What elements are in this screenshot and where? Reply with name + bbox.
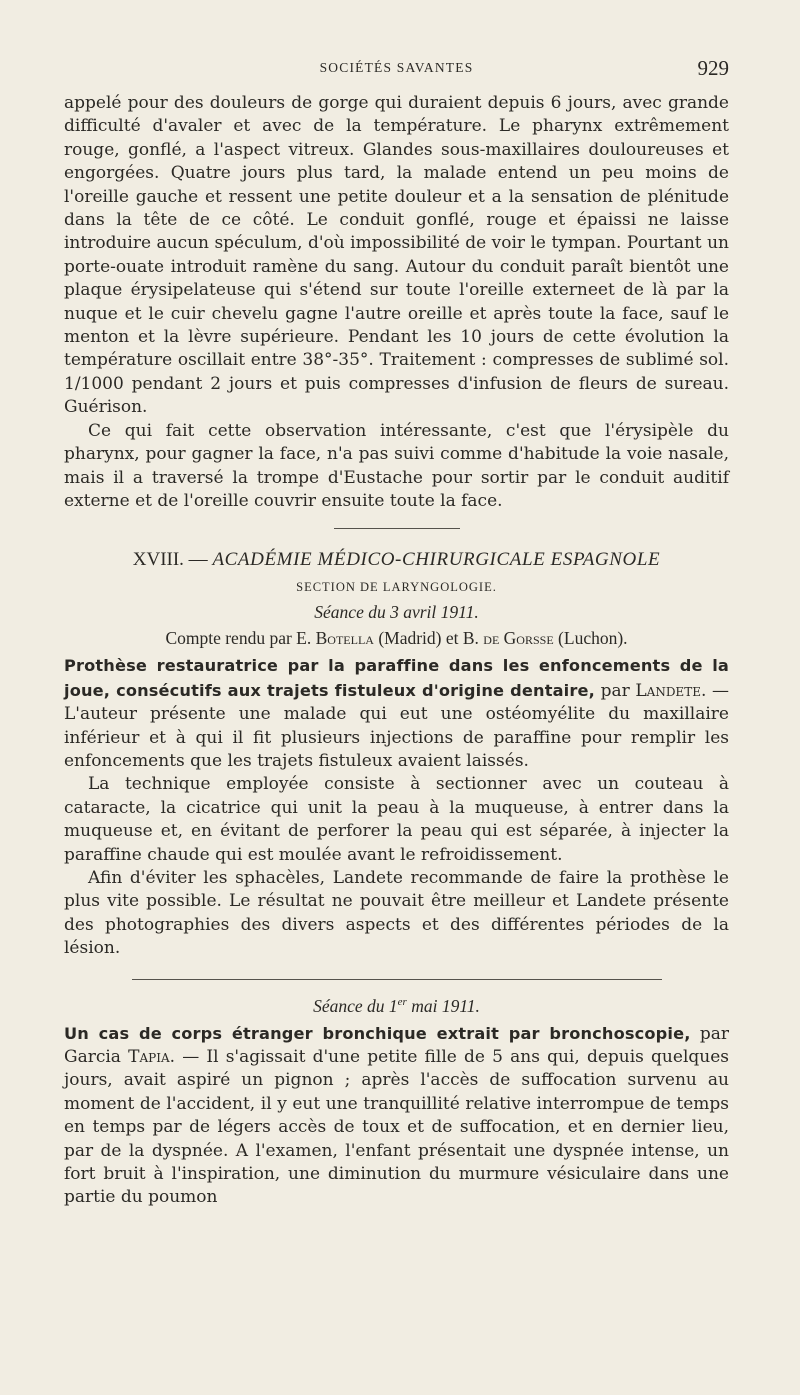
- report-prefix: Compte rendu par E.: [165, 628, 316, 649]
- running-title: SOCIÉTÉS SAVANTES: [319, 60, 474, 75]
- page-number: 929: [697, 56, 729, 80]
- section-number: XVIII. —: [132, 549, 213, 571]
- report-suffix: (Luchon).: [553, 628, 628, 649]
- report-particle: de: [483, 628, 500, 649]
- article-1-intro: [64, 654, 729, 773]
- paragraph-case-report: appelé pour des douleurs de gorge qui duraient depuis 6 jours, avec grande difficulté d'avaler et avec de la température. Le pharynx extrêmement rouge, gonflé, a l'aspect vitreux. Glandes sous-maxillaires douloureuses et engorgées. Quatre jours plus tard, la malade entend un peu moins de l'oreille gauche et ressent une petite douleur et a la sensation de plénitude dans la tête de ce côté. Le conduit gonflé, rouge et épaissi ne laisse introduire aucun spéculum, d'où impossibilité de voir le tympan. Pourtant un porte-ouate introduit ramène du sang. Autour du conduit paraît bientôt une plaque érysipelateuse qui s'étend sur toute l'oreille externeet de là par la nuque et le cuir chevelu gagne l'autre oreille et après toute la face, sauf le menton et la lèvre supérieure. Pendant les 10 jours de cette évolution la température oscillait entre 38°-35°. Traitement : compresses de sublimé sol. 1/1000 pendant 2 jours et puis compresses d'infusion de fleurs de sureau. Guérison.: [64, 93, 729, 418]
- article-1-text: . — L'auteur présente une malade qui eut une ostéomyélite du maxillaire inférieur et à qui il fit plusieurs injections de paraffine pour remplir les enfoncements que les trajets fistuleux avaient laissés.: [64, 680, 730, 771]
- subsection-title: SECTION DE LARYNGOLOGIE.: [296, 580, 497, 595]
- session-2-sup: er: [397, 995, 407, 1008]
- report-author-1: Botella: [315, 628, 374, 649]
- session-date-2: [64, 994, 729, 1018]
- session-separator: [132, 979, 662, 980]
- article-1-title: Prothèse restauratrice par la paraffine dans les enfoncements de la joue, consécutifs aux trajets fistuleux d'origine dentaire,: [64, 656, 729, 700]
- report-author-2: Gorsse: [503, 628, 554, 649]
- report-credit: [64, 626, 729, 650]
- article-1-conclusion: Afin d'éviter les sphacèles, Landete recommande de faire la prothèse le plus vite possible. Le résultat ne pouvait être meilleur et Landete présente des photographies des divers aspects et des différentes périodes de la lésion.: [64, 867, 729, 959]
- article-1-technique: La technique employée consiste à sectionner avec un couteau à cataracte, la cicatrice qui unit la peau à la muqueuse, à entrer dans la muqueuse et, en évitant de perforer la peau qui est séparée, à injecter la paraffine chaude qui est moulée avant le refroidissement.: [64, 774, 729, 865]
- session-date: Séance du 3 avril 1911.: [314, 602, 479, 623]
- section-title: [64, 547, 729, 573]
- page-header: [64, 58, 729, 92]
- report-middle: (Madrid) et B.: [373, 628, 484, 649]
- article-2-author: Tapia: [128, 1047, 170, 1067]
- article-2-by: par Garcia: [64, 1023, 729, 1067]
- page-content: [64, 58, 729, 1210]
- session-2-prefix: Séance du 1: [313, 995, 398, 1016]
- section-name: ACADÉMIE MÉDICO-CHIRURGICALE ESPAGNOLE: [212, 549, 661, 571]
- paragraph-observation: Ce qui fait cette observation intéressante, c'est que l'érysipèle du pharynx, pour gagner la face, n'a pas suivi comme d'habitude la voie nasale, mais il a traversé la trompe d'Eustache pour sortir par le conduit auditif externe et de l'oreille couvrir ensuite toute la face.: [64, 420, 729, 511]
- article-2-text: . — Il s'agissait d'une petite fille de 5 ans qui, depuis quelques jours, avait aspiré un pignon ; après l'accès de suffocation survenu au moment de l'accident, il y eut une tranquillité relative interrompue de temps en temps par de légers accès de toux et de suffocation, et en dernier lieu, par de la dyspnée. A l'examen, l'enfant présentait une dyspnée intense, un fort bruit à l'inspiration, une diminution du murmure vésiculaire dans une partie du poumon: [64, 1047, 729, 1208]
- article-2-intro: [64, 1022, 729, 1210]
- article-1-author: Landete: [635, 680, 701, 701]
- section-separator: [334, 528, 460, 529]
- article-2-title: Un cas de corps étranger bronchique extrait par bronchoscopie,: [64, 1023, 691, 1043]
- article-1-by: par: [594, 680, 636, 701]
- session-2-suffix: mai 1911.: [406, 995, 480, 1016]
